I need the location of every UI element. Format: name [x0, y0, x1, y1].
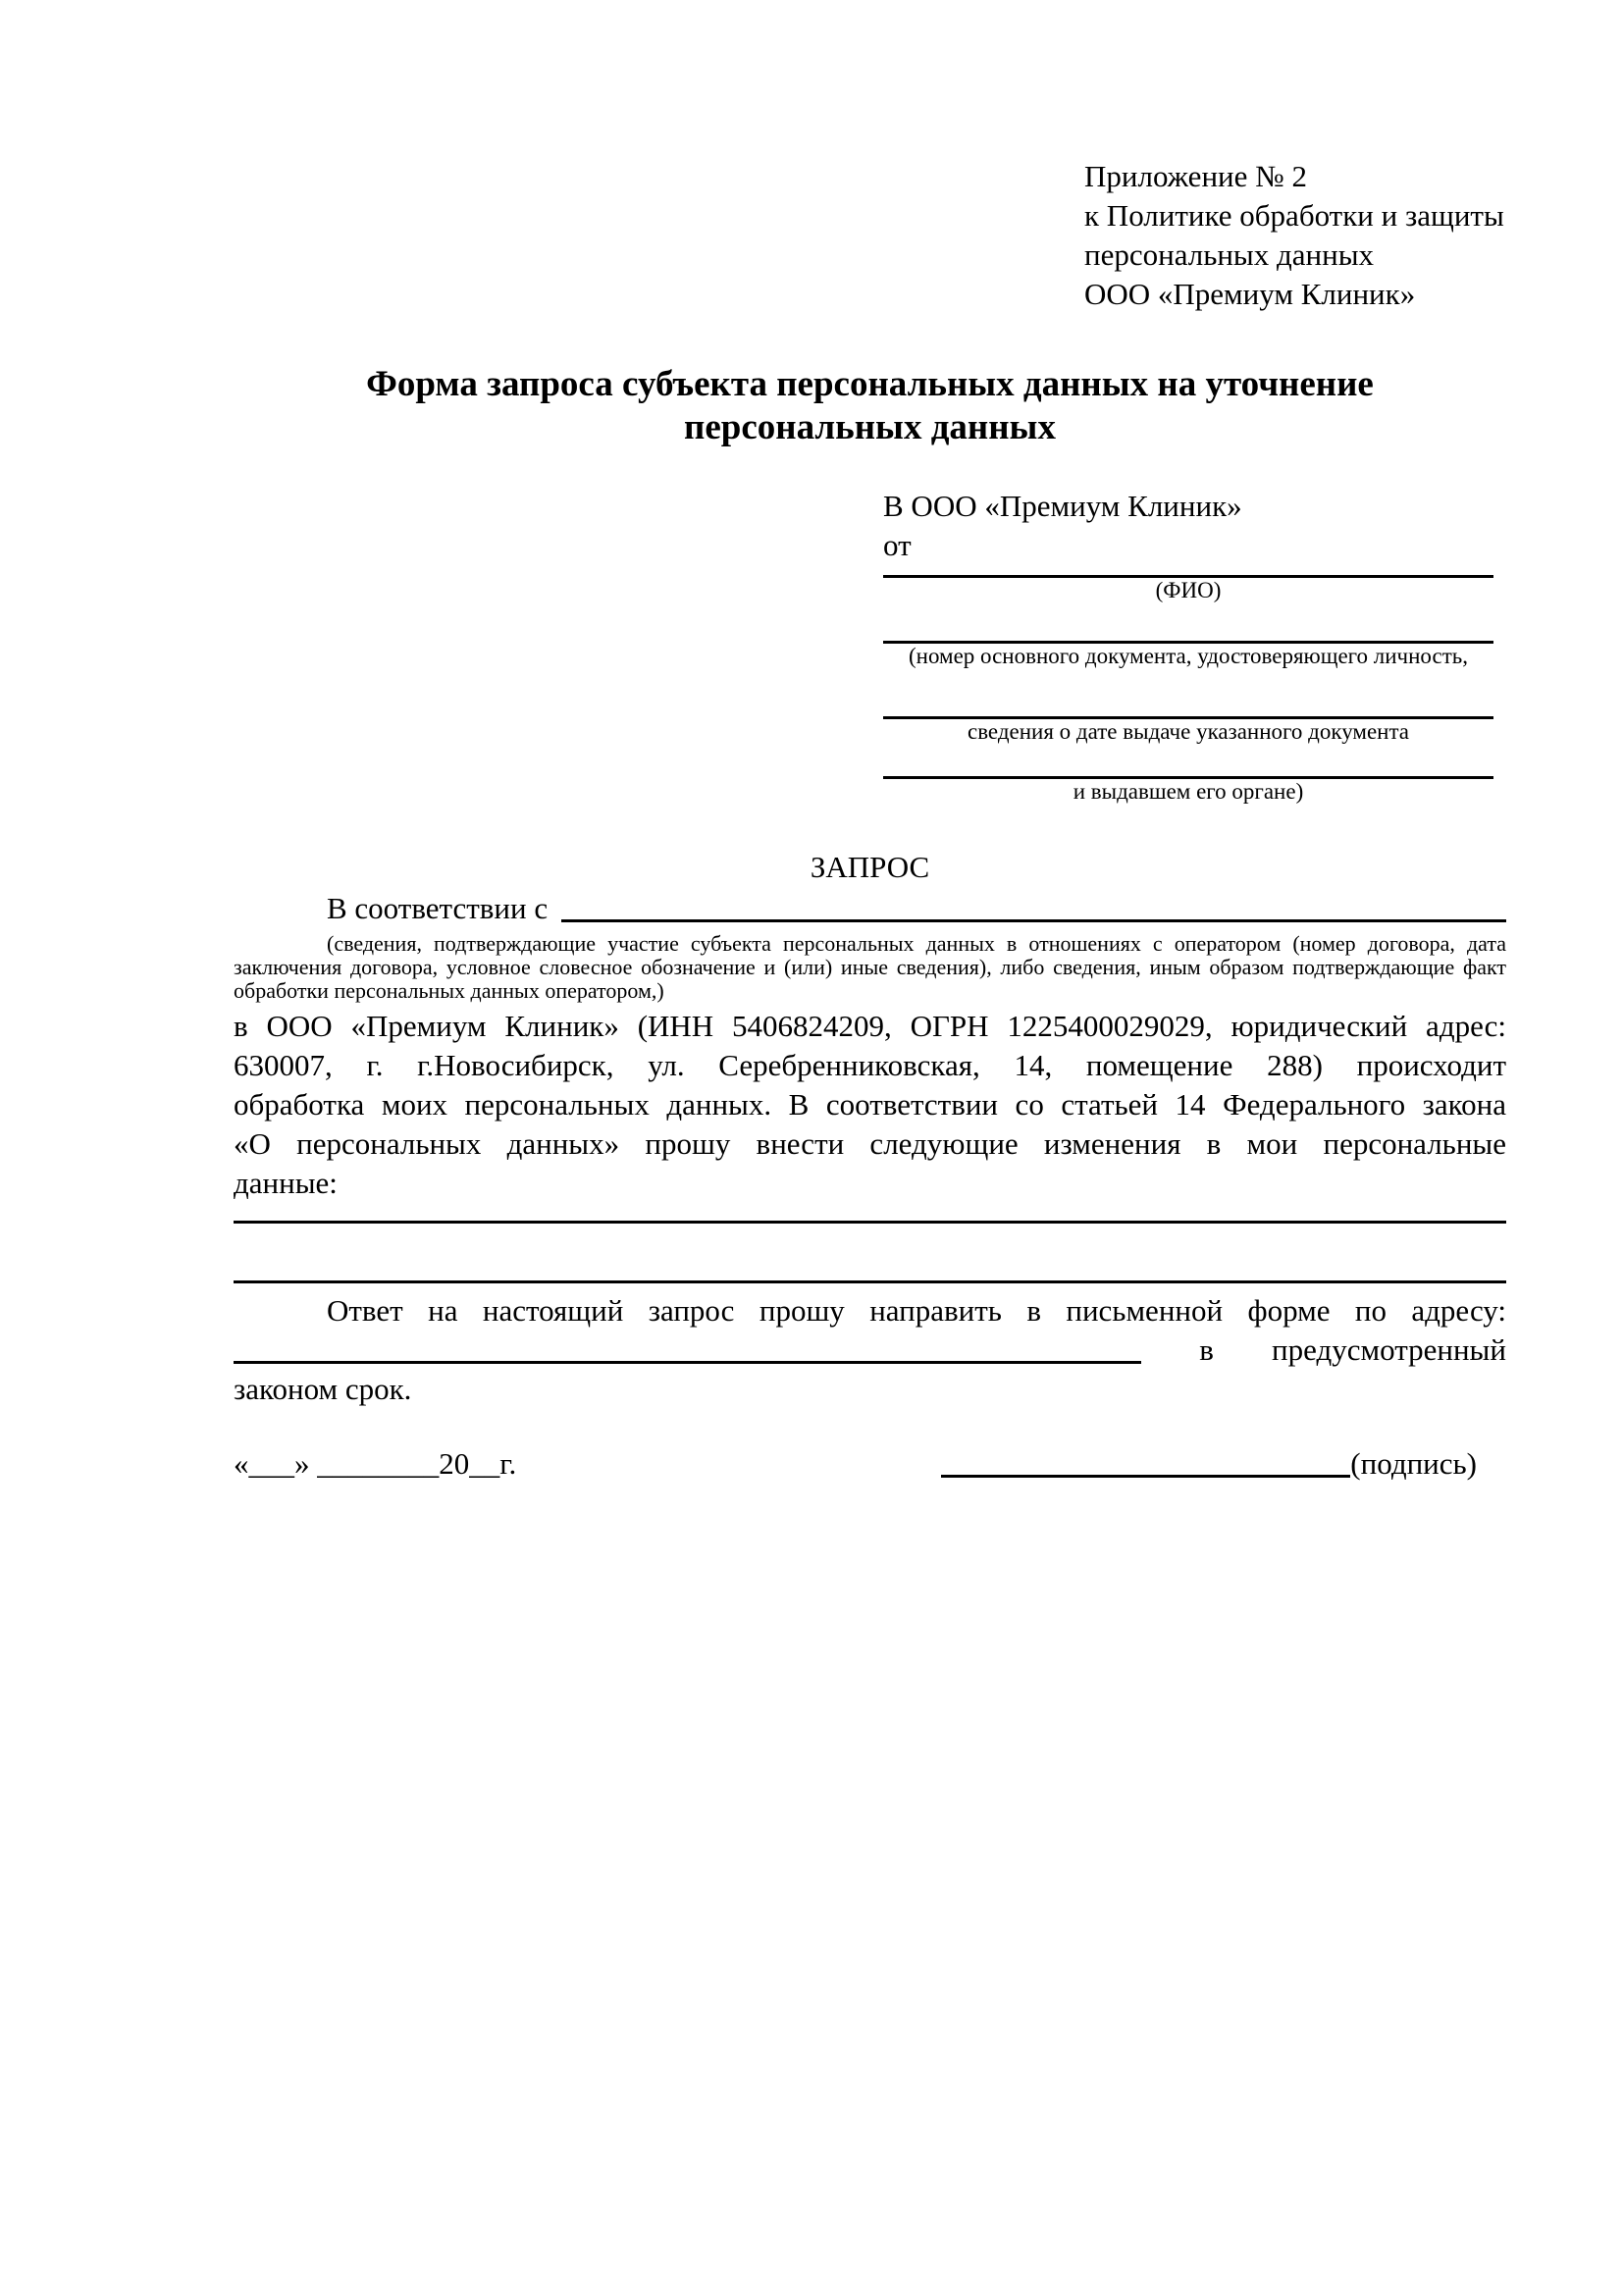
issue-date-field — [883, 706, 1493, 745]
title-line: персональных данных — [684, 407, 1056, 447]
issuing-authority-field — [883, 766, 1493, 805]
fio-blank-line — [883, 565, 1493, 578]
issuing-authority-field-label: и выдавшем его органе) — [1073, 779, 1304, 804]
document-number-field — [883, 631, 1493, 669]
addressee-fields — [883, 565, 1493, 805]
signature-label: (подпись) — [1350, 1446, 1477, 1481]
header-note-line: к Политике обработки и защиты — [1084, 198, 1504, 233]
date-blank: «___» ________20__г. — [234, 1446, 517, 1481]
intro-text: В соответствии с — [327, 891, 549, 925]
footer-row — [234, 1444, 1506, 1484]
body-line: «О персональных данных» прошу внести следующие изменения в мои персональные — [234, 1126, 1506, 1161]
document-number-blank-line — [883, 631, 1493, 644]
request-note — [234, 932, 1506, 1003]
reply-line-2-word: предусмотренный — [1272, 1332, 1506, 1367]
reply-line-2-word: в — [1199, 1332, 1214, 1367]
body-line: в ООО «Премиум Клиник» (ИНН 5406824209, ОГРН 1225400029029, юридический адрес: — [234, 1009, 1506, 1043]
header-note-line: Приложение № 2 — [1084, 159, 1307, 193]
reply-line-1: Ответ на настоящий запрос прошу направить в письменной форме по адресу: — [327, 1293, 1506, 1328]
header-note-line: персональных данных — [1084, 237, 1375, 272]
fio-field — [883, 565, 1493, 603]
request-body — [234, 1007, 1506, 1203]
intro-row — [234, 889, 1506, 928]
addressee-to: В ООО «Премиум Клиник» — [883, 489, 1242, 523]
reply-line-3: законом срок. — [234, 1372, 412, 1406]
addressee-from-label: от — [883, 528, 912, 562]
header-note-line: ООО «Премиум Клиник» — [1084, 277, 1416, 311]
reply-line-2 — [234, 1331, 1506, 1370]
note-line: заключения договора, условное словесное обозначение и (или) иные сведения), либо сведения, иным образом подтверждающие факт — [234, 955, 1506, 979]
signature-block — [941, 1444, 1477, 1484]
fio-field-label: (ФИО) — [1155, 578, 1222, 602]
note-line: (сведения, подтверждающие участие субъекта персональных данных в отношениях с оператором (номер договора, дата — [327, 931, 1506, 956]
document-number-field-label: (номер основного документа, удостоверяющего личность, — [908, 644, 1468, 668]
document-title — [234, 363, 1506, 449]
signature-blank-line — [941, 1465, 1350, 1478]
header-note — [1084, 157, 1506, 314]
body-line: обработка моих персональных данных. В соответствии со статьей 14 Федерального закона — [234, 1087, 1506, 1122]
issue-date-field-label: сведения о дате выдаче указанного документа — [967, 719, 1410, 744]
issue-date-blank-line — [883, 706, 1493, 719]
changes-blank-line-1 — [234, 1207, 1506, 1224]
changes-blank-line-2 — [234, 1267, 1506, 1283]
intro-blank-line — [561, 910, 1506, 922]
issuing-authority-blank-line — [883, 766, 1493, 779]
body-line: 630007, г. г.Новосибирск, ул. Серебренниковская, 14, помещение 288) происходит — [234, 1048, 1506, 1082]
reply-paragraph — [234, 1291, 1506, 1409]
title-line: Форма запроса субъекта персональных данных на уточнение — [366, 364, 1374, 404]
addressee-block — [883, 487, 1493, 805]
note-line: обработки персональных данных оператором,) — [234, 978, 664, 1003]
request-heading: ЗАПРОС — [810, 850, 930, 884]
reply-address-blank-line — [234, 1351, 1141, 1364]
body-line: данные: — [234, 1166, 338, 1200]
